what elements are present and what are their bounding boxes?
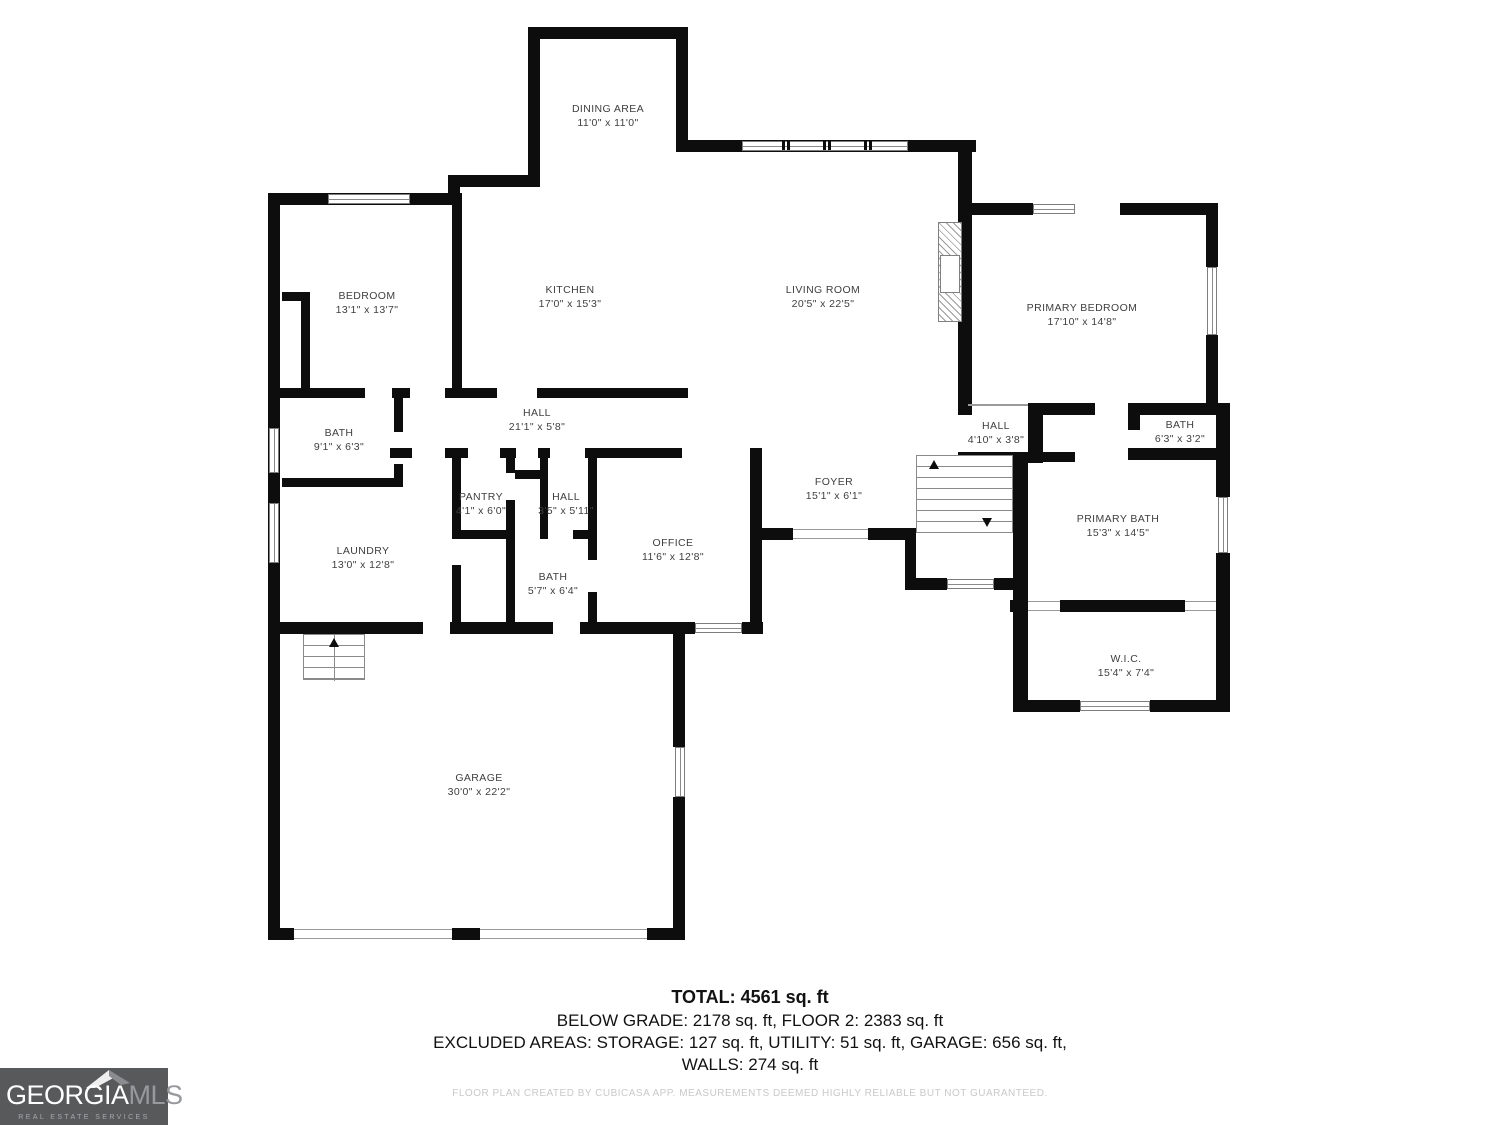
room-dimensions: 20'5" x 22'5"	[791, 298, 855, 310]
disclaimer-text: FLOOR PLAN CREATED BY CUBICASA APP. MEASUREMENTS DEEMED HIGHLY RELIABLE BUT NOT GUARANTEED.	[452, 1088, 1048, 1099]
wall	[1013, 590, 1028, 712]
logo-tagline: REAL ESTATE SERVICES	[18, 1114, 150, 1121]
room-name: LIVING ROOM	[785, 284, 861, 296]
wall	[282, 478, 403, 487]
window	[1218, 497, 1228, 553]
door-opening	[1028, 601, 1060, 611]
room-name: FOYER	[814, 476, 854, 488]
room-label-primary-bath	[1077, 512, 1159, 540]
wall	[540, 530, 548, 539]
room-dimensions: 4'1" x 6'0"	[455, 505, 507, 517]
room-name: HALL	[523, 407, 551, 419]
garage-door	[480, 929, 647, 939]
wall	[445, 388, 497, 398]
room-dimensions: 13'0" x 12'8"	[331, 559, 395, 571]
window	[675, 747, 685, 797]
room-dimensions: 15'1" x 6'1"	[805, 490, 863, 502]
georgia-mls-logo	[0, 1068, 183, 1125]
room-dimensions: 4'10" x 3'8"	[967, 434, 1025, 446]
room-dimensions: 11'0" x 11'0"	[577, 117, 639, 129]
below-grade-text: BELOW GRADE: 2178 sq. ft, FLOOR 2: 2383 sq. ft	[556, 1011, 944, 1030]
wall	[528, 27, 540, 185]
room-name: W.I.C.	[1110, 653, 1142, 665]
wall	[1013, 700, 1080, 712]
wall	[905, 578, 947, 590]
room-name: PANTRY	[458, 491, 504, 503]
room-dimensions: 21'1" x 5'8"	[508, 421, 566, 433]
room-label-bedroom	[336, 289, 399, 317]
wall	[1060, 600, 1185, 612]
room-label-hall-right	[968, 419, 1025, 447]
wall	[301, 292, 310, 390]
wall	[270, 928, 294, 940]
room-label-bath-right	[1155, 418, 1205, 446]
stair-down-arrow	[982, 518, 992, 527]
door-opening	[1185, 601, 1216, 611]
basement-staircase	[303, 634, 365, 680]
room-dimensions: 3'5" x 5'11"	[538, 505, 594, 517]
room-label-foyer	[806, 475, 863, 503]
room-name: KITCHEN	[545, 284, 595, 296]
room-dimensions: 6'3" x 3'2"	[1154, 433, 1206, 445]
room-label-office	[642, 536, 704, 564]
wall	[452, 565, 461, 622]
front-door-opening	[793, 529, 868, 539]
room-label-dining-area	[572, 102, 644, 130]
window-mullion	[782, 140, 790, 150]
wall	[647, 928, 685, 940]
wall	[1128, 448, 1230, 460]
wall	[1150, 700, 1230, 712]
logo-text-georgia: GEORGIA	[6, 1080, 129, 1110]
room-dimensions: 9'1" x 6'3"	[313, 441, 365, 453]
wall	[750, 448, 762, 634]
wall	[1216, 553, 1230, 712]
room-name: HALL	[982, 420, 1010, 432]
room-label-laundry	[332, 544, 395, 572]
window	[1080, 701, 1150, 711]
wall	[580, 622, 695, 634]
logo-text-mls: MLS	[128, 1080, 183, 1110]
room-label-bath-left	[314, 426, 364, 454]
room-name: OFFICE	[652, 537, 694, 549]
room-label-pantry	[456, 490, 506, 518]
room-dimensions: 17'10" x 14'8"	[1047, 316, 1117, 328]
room-label-primary-bedroom	[1027, 301, 1138, 329]
wall	[452, 928, 480, 940]
wall	[1120, 203, 1218, 215]
fireplace-box	[940, 255, 960, 293]
wall	[755, 528, 793, 540]
wall	[676, 27, 688, 152]
room-label-kitchen	[539, 283, 602, 311]
stair-up-arrow	[929, 460, 939, 469]
wall	[673, 797, 685, 940]
wall	[268, 193, 280, 940]
room-label-living-room	[786, 283, 860, 311]
room-dimensions: 17'0" x 15'3"	[538, 298, 602, 310]
room-label-hall-small	[538, 490, 594, 518]
fireplace	[938, 222, 962, 322]
wall	[448, 175, 540, 187]
wall	[1216, 403, 1230, 497]
window-mullion	[864, 140, 872, 150]
wall	[452, 193, 462, 390]
logo-wordmark	[6, 1080, 183, 1110]
room-dimensions: 30'0" x 22'2"	[447, 786, 511, 798]
walls-area-text: WALLS: 274 sq. ft	[681, 1055, 819, 1074]
window	[695, 623, 742, 633]
room-name: PRIMARY BATH	[1076, 513, 1160, 525]
room-name: BATH	[538, 571, 568, 583]
room-dimensions: 15'4" x 7'4"	[1097, 667, 1155, 679]
stair-up-arrow	[329, 638, 339, 647]
room-label-garage	[448, 771, 511, 799]
window	[269, 503, 279, 563]
wall	[742, 622, 763, 634]
staircase	[916, 455, 1013, 533]
window	[269, 428, 279, 473]
wall	[585, 448, 682, 458]
room-dimensions: 15'3" x 14'5"	[1086, 527, 1150, 539]
opening-threshold	[968, 404, 1028, 406]
room-name: PRIMARY BEDROOM	[1026, 302, 1138, 314]
window	[1207, 267, 1217, 335]
room-name: BEDROOM	[338, 290, 396, 302]
room-name: DINING AREA	[571, 103, 645, 115]
wall	[1043, 452, 1075, 462]
wall	[394, 398, 403, 432]
wall	[528, 27, 688, 39]
wall	[270, 388, 365, 398]
wall	[673, 634, 685, 747]
window	[328, 194, 410, 204]
wall	[270, 622, 423, 634]
wall	[392, 388, 410, 398]
wall	[450, 622, 553, 634]
room-dimensions: 5'7" x 6'4"	[527, 585, 579, 597]
total-area-text: TOTAL: 4561 sq. ft	[671, 987, 829, 1007]
excluded-areas-text: EXCLUDED AREAS: STORAGE: 127 sq. ft, UTILITY: 51 sq. ft, GARAGE: 656 sq. ft,	[433, 1033, 1067, 1052]
room-dimensions: 13'1" x 13'7"	[335, 304, 399, 316]
wall	[506, 448, 515, 473]
garage-door	[294, 929, 452, 939]
wall	[1028, 403, 1095, 415]
room-label-bath-middle	[528, 570, 578, 598]
wall	[958, 203, 1033, 215]
room-name: LAUNDRY	[336, 545, 390, 557]
wall	[1206, 203, 1218, 267]
wall	[506, 500, 515, 627]
window-mullion	[823, 140, 831, 150]
room-label-hall-main	[509, 406, 566, 434]
wall	[452, 530, 515, 539]
room-label-wic	[1098, 652, 1155, 680]
window	[1033, 204, 1075, 214]
window	[947, 579, 994, 589]
room-name: BATH	[324, 427, 354, 439]
wall	[537, 388, 688, 398]
room-dimensions: 11'6" x 12'8"	[641, 551, 705, 563]
room-name: BATH	[1165, 419, 1195, 431]
wall	[1128, 403, 1140, 430]
room-name: HALL	[552, 491, 580, 503]
wall	[390, 448, 412, 458]
wall	[1128, 403, 1230, 415]
room-name: GARAGE	[455, 772, 503, 784]
wall	[1013, 452, 1028, 592]
